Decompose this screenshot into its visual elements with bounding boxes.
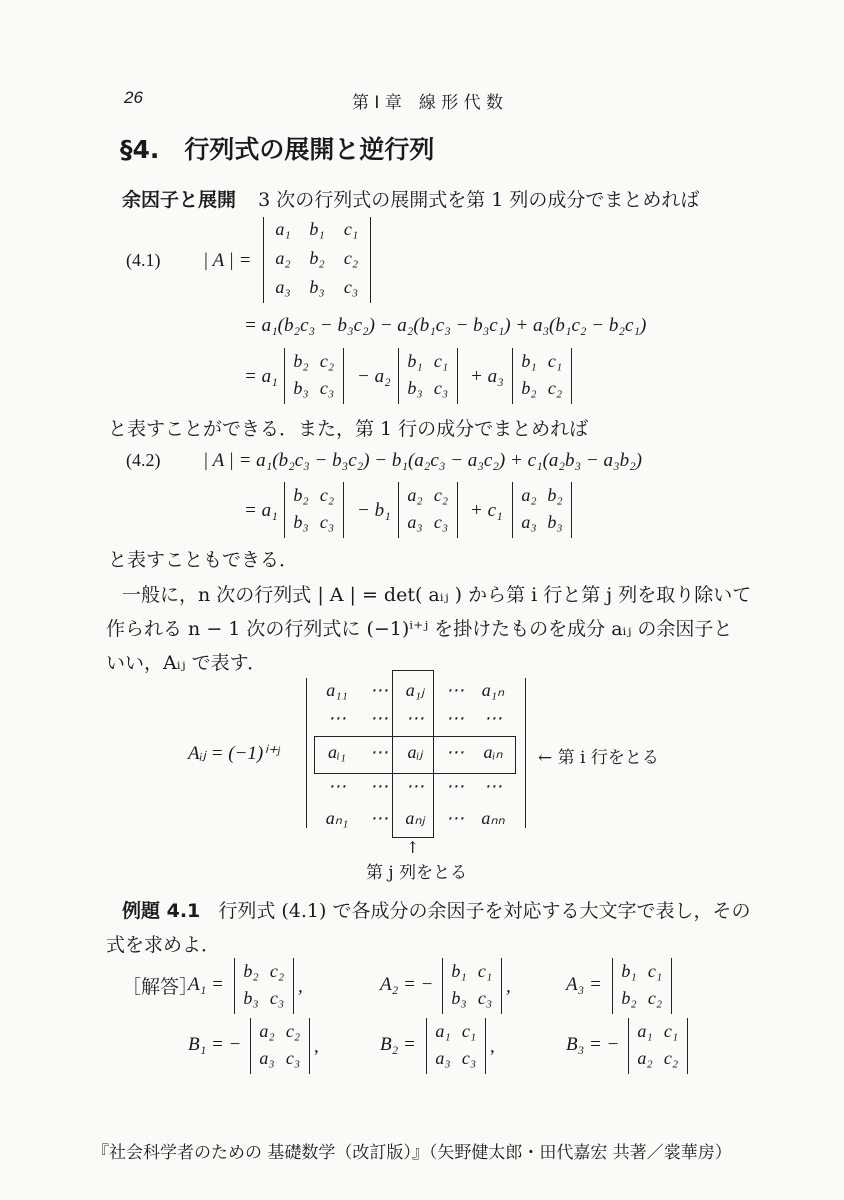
cofactor-cell: ⋯ [370, 776, 388, 796]
minor-cell: c₃ [477, 988, 493, 1008]
minor-cell: c₃ [319, 512, 335, 532]
general-line-3: いい，Aᵢⱼ で表す． [106, 652, 267, 674]
minor-cell: c₃ [433, 512, 449, 532]
minor-cell: c₂ [647, 988, 663, 1008]
minor-cell: b₂ [547, 485, 563, 505]
cofactor-cell: ⋯ [446, 742, 464, 762]
minor-cell: b₁ [521, 351, 537, 371]
intro-line [122, 185, 699, 212]
coefficient: + a₃ [470, 366, 504, 387]
coefficient: = a₁ [244, 500, 278, 521]
cofactor-cell: ⋯ [446, 708, 464, 728]
cofactor-cell: ⋯ [370, 808, 388, 828]
minor-cell: c₂ [285, 1021, 301, 1041]
cofactor-cell: ⋯ [370, 708, 388, 728]
cofactor-cell: ⋯ [484, 708, 502, 728]
matrix-cell: c₁ [343, 219, 359, 239]
minor-cell: c₁ [461, 1021, 477, 1041]
cofactor-cell: aₙ₁ [325, 808, 349, 828]
minor-cell: b₁ [621, 961, 637, 981]
answer-separator: , [298, 976, 303, 997]
minor-determinant [628, 1018, 688, 1074]
cofactor-cell: aₙₙ [481, 808, 505, 828]
minor-determinant [612, 958, 672, 1014]
up-arrow-icon: ↑ [406, 838, 420, 857]
minor-cell: c₂ [433, 485, 449, 505]
general-line-1: 一般に，n 次の行列式 | A | = det( aᵢⱼ ) から第 i 行と第 j 列を取り除いて [122, 584, 752, 606]
minor-cell: c₁ [547, 351, 563, 371]
matrix-cell: b₂ [309, 248, 325, 268]
minor-cell: b₁ [451, 961, 467, 981]
minor-cell: a₃ [435, 1048, 451, 1068]
cofactor-cell: ⋯ [370, 680, 388, 700]
answer-term: B₃ = − [566, 1034, 620, 1055]
minor-cell: b₃ [243, 988, 259, 1008]
answer-term: B₁ = − [188, 1034, 242, 1055]
coefficient: = a₁ [244, 366, 278, 387]
minor-cell: a₃ [259, 1048, 275, 1068]
minor-cell: a₂ [637, 1048, 653, 1068]
minor-determinant [398, 348, 458, 404]
cofactor-cell: aᵢₙ [483, 742, 503, 762]
chapter-title: 第 I 章 線 形 代 数 [352, 93, 504, 113]
matrix-cell: a₃ [275, 277, 291, 297]
minor-cell: b₃ [293, 378, 309, 398]
eq42-label: (4.2) [126, 450, 161, 470]
minor-cell: c₁ [663, 1021, 679, 1041]
general-line-2: 作られる n − 1 次の行列式に (−1)ⁱ⁺ʲ を掛けたものを成分 aᵢⱼ の余因子と [106, 618, 733, 640]
cofactor-lhs: Aᵢⱼ = (−1)ⁱ⁺ʲ [188, 743, 280, 764]
minor-determinant [284, 348, 344, 404]
eq41-determinant [263, 217, 371, 303]
example-title: 例題 4.1 [122, 900, 201, 922]
eq41-lhs: | A | = [203, 250, 252, 271]
cofactor-cell: ⋯ [406, 708, 424, 728]
matrix-cell: c₃ [343, 277, 359, 297]
minor-cell: c₂ [547, 378, 563, 398]
cofactor-cell: ⋯ [446, 680, 464, 700]
minor-cell: a₁ [435, 1021, 451, 1041]
minor-determinant [512, 348, 572, 404]
coefficient: − a₂ [357, 366, 391, 387]
minor-cell: c₃ [461, 1048, 477, 1068]
answer-term: A₂ = − [380, 974, 434, 995]
cofactor-cell: ⋯ [328, 708, 346, 728]
footer-citation: 『社会科学者のための 基礎数学（改訂版）』（矢野健太郎・田代嘉宏 共著／裳華房） [92, 1143, 732, 1163]
minor-cell: c₁ [477, 961, 493, 981]
minor-cell: a₂ [407, 485, 423, 505]
minor-determinant [284, 482, 344, 538]
answer-term: A₃ = [566, 974, 602, 995]
row-i-highlight [314, 736, 516, 774]
text-after-42: と表すこともできる． [108, 549, 299, 571]
minor-cell: b₂ [243, 961, 259, 981]
minor-cell: a₂ [259, 1021, 275, 1041]
minor-cell: b₁ [407, 351, 423, 371]
col-note: 第 j 列をとる [366, 863, 468, 883]
minor-cell: c₁ [647, 961, 663, 981]
cofactor-cell: aᵢ₁ [327, 742, 347, 762]
minor-cell: b₃ [293, 512, 309, 532]
minor-cell: b₂ [293, 351, 309, 371]
row-note: ← 第 i 行をとる [538, 748, 659, 768]
minor-determinant [398, 482, 458, 538]
matrix-cell: b₁ [309, 219, 325, 239]
minor-determinant [512, 482, 572, 538]
minor-cell: a₃ [521, 512, 537, 532]
eq41-expansion: = a₁(b₂c₃ − b₃c₂) − a₂(b₁c₃ − b₃c₁) + a₃(b₁c₂ − b₂c₁) [244, 315, 647, 336]
cofactor-cell: a₁ₙ [481, 680, 505, 700]
text-after-41: と表すことができる．また，第 1 行の成分でまとめれば [108, 418, 589, 440]
minor-cell: b₂ [621, 988, 637, 1008]
minor-cell: c₂ [319, 485, 335, 505]
example-text: 行列式 (4.1) で各成分の余因子を対応する大文字で表し，その [218, 900, 751, 922]
minor-cell: b₂ [293, 485, 309, 505]
minor-cell: c₂ [663, 1048, 679, 1068]
example-line-1 [122, 896, 750, 923]
answer-separator: , [490, 1036, 495, 1057]
minor-cell: a₂ [521, 485, 537, 505]
example-line-2: 式を求めよ． [106, 934, 221, 956]
page-number: 26 [124, 88, 143, 107]
matrix-cell: c₂ [343, 248, 359, 268]
minor-cell: b₃ [547, 512, 563, 532]
minor-cell: b₃ [407, 378, 423, 398]
answer-separator: , [506, 976, 511, 997]
coefficient: − b₁ [357, 500, 391, 521]
minor-cell: b₃ [451, 988, 467, 1008]
cofactor-cell: ⋯ [446, 808, 464, 828]
minor-cell: c₃ [433, 378, 449, 398]
coefficient: + c₁ [470, 500, 503, 521]
matrix-cell: b₃ [309, 277, 325, 297]
intro-text: 3 次の行列式の展開式を第 1 列の成分でまとめれば [258, 189, 700, 211]
minor-cell: c₃ [269, 988, 285, 1008]
cofactor-cell: ⋯ [370, 742, 388, 762]
intro-heading: 余因子と展開 [122, 189, 237, 211]
cofactor-cell: a₁ⱼ [405, 680, 425, 700]
cofactor-cell: a₁₁ [326, 680, 348, 700]
minor-cell: b₂ [521, 378, 537, 398]
cofactor-cell: ⋯ [484, 776, 502, 796]
eq42-expansion: | A | = a₁(b₂c₃ − b₃c₂) − b₁(a₂c₃ − a₃c₂) + c₁(a₂b₃ − a₃b₂) [203, 450, 643, 471]
cofactor-cell: ⋯ [406, 776, 424, 796]
cofactor-cell: ⋯ [328, 776, 346, 796]
answer-term: A₁ = [188, 974, 224, 995]
minor-determinant [442, 958, 502, 1014]
minor-cell: c₂ [269, 961, 285, 981]
cofactor-cell: ⋯ [446, 776, 464, 796]
minor-cell: c₃ [285, 1048, 301, 1068]
minor-determinant [234, 958, 294, 1014]
cofactor-cell: aₙⱼ [405, 808, 425, 828]
minor-cell: c₃ [319, 378, 335, 398]
minor-cell: c₂ [319, 351, 335, 371]
eq41-label: (4.1) [126, 250, 161, 270]
cofactor-cell: aᵢⱼ [407, 742, 423, 762]
minor-determinant [250, 1018, 310, 1074]
matrix-cell: a₁ [275, 219, 291, 239]
minor-determinant [426, 1018, 486, 1074]
minor-cell: a₃ [407, 512, 423, 532]
answer-separator: , [314, 1036, 319, 1057]
minor-cell: c₁ [433, 351, 449, 371]
answer-label: ［解答］ [122, 976, 199, 998]
matrix-cell: a₂ [275, 248, 291, 268]
answer-term: B₂ = [380, 1034, 416, 1055]
section-title: §4. 行列式の展開と逆行列 [120, 135, 435, 164]
minor-cell: a₁ [637, 1021, 653, 1041]
